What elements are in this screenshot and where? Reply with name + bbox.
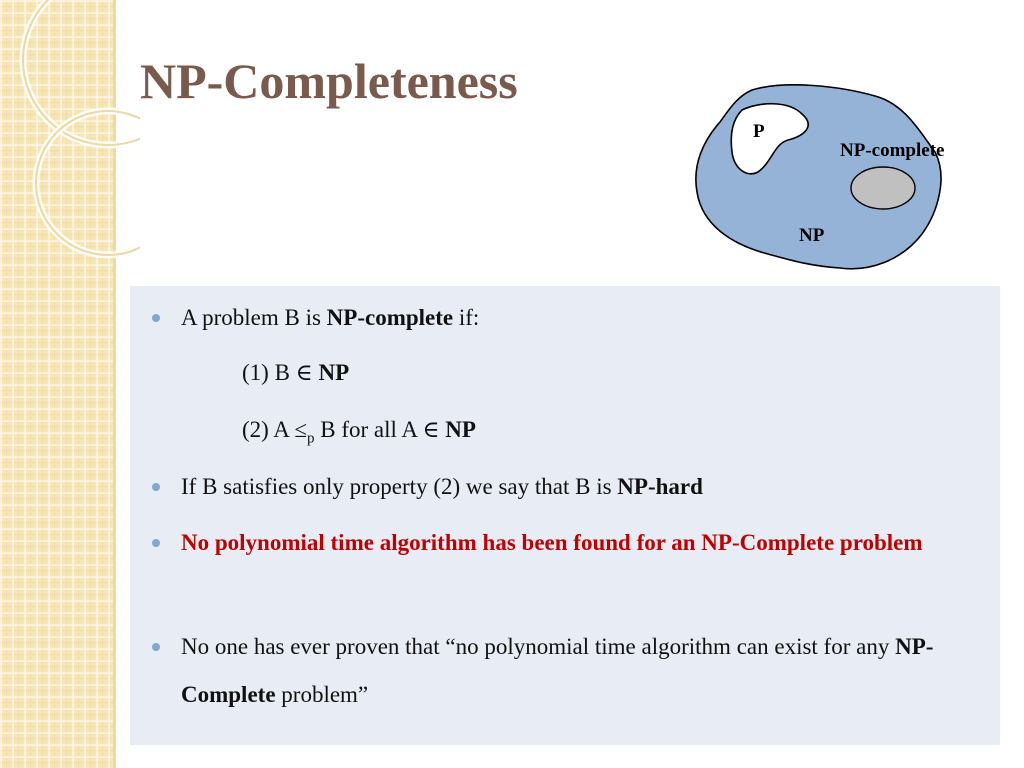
np-complete-region [851, 167, 915, 209]
condition-1: (1) B ∈ NP [242, 360, 350, 385]
bullet-dot-icon [152, 314, 160, 322]
content-box [130, 286, 1000, 745]
bullet-text: A problem B is NP-complete if: [181, 305, 480, 330]
bullet-text: No polynomial time algorithm has been found for an NP-Complete problem [181, 530, 923, 555]
bullet-definition [152, 294, 982, 342]
bullet-dot-icon [152, 539, 160, 547]
bullet-text: If B satisfies only property (2) we say that B is NP-hard [181, 474, 703, 499]
label-np-complete: NP-complete [840, 140, 945, 161]
slide-title: NP-Completeness [140, 53, 518, 109]
label-p: P [753, 121, 765, 142]
label-np: NP [799, 225, 825, 246]
np-venn-diagram [690, 82, 970, 277]
decorative-rings [0, 0, 140, 260]
bullet-np-hard [152, 463, 982, 511]
condition-2: (2) $A \le_p$ B for all A ∈ NP [242, 417, 476, 447]
bullet-no-proof [152, 623, 982, 719]
bullet-dot-icon [152, 483, 160, 491]
bullet-text: No one has ever proven that “no polynomial time algorithm can exist for any NP-Complete problem” [181, 634, 934, 707]
bullet-no-poly-found [152, 519, 982, 567]
bullet-dot-icon [152, 643, 160, 651]
